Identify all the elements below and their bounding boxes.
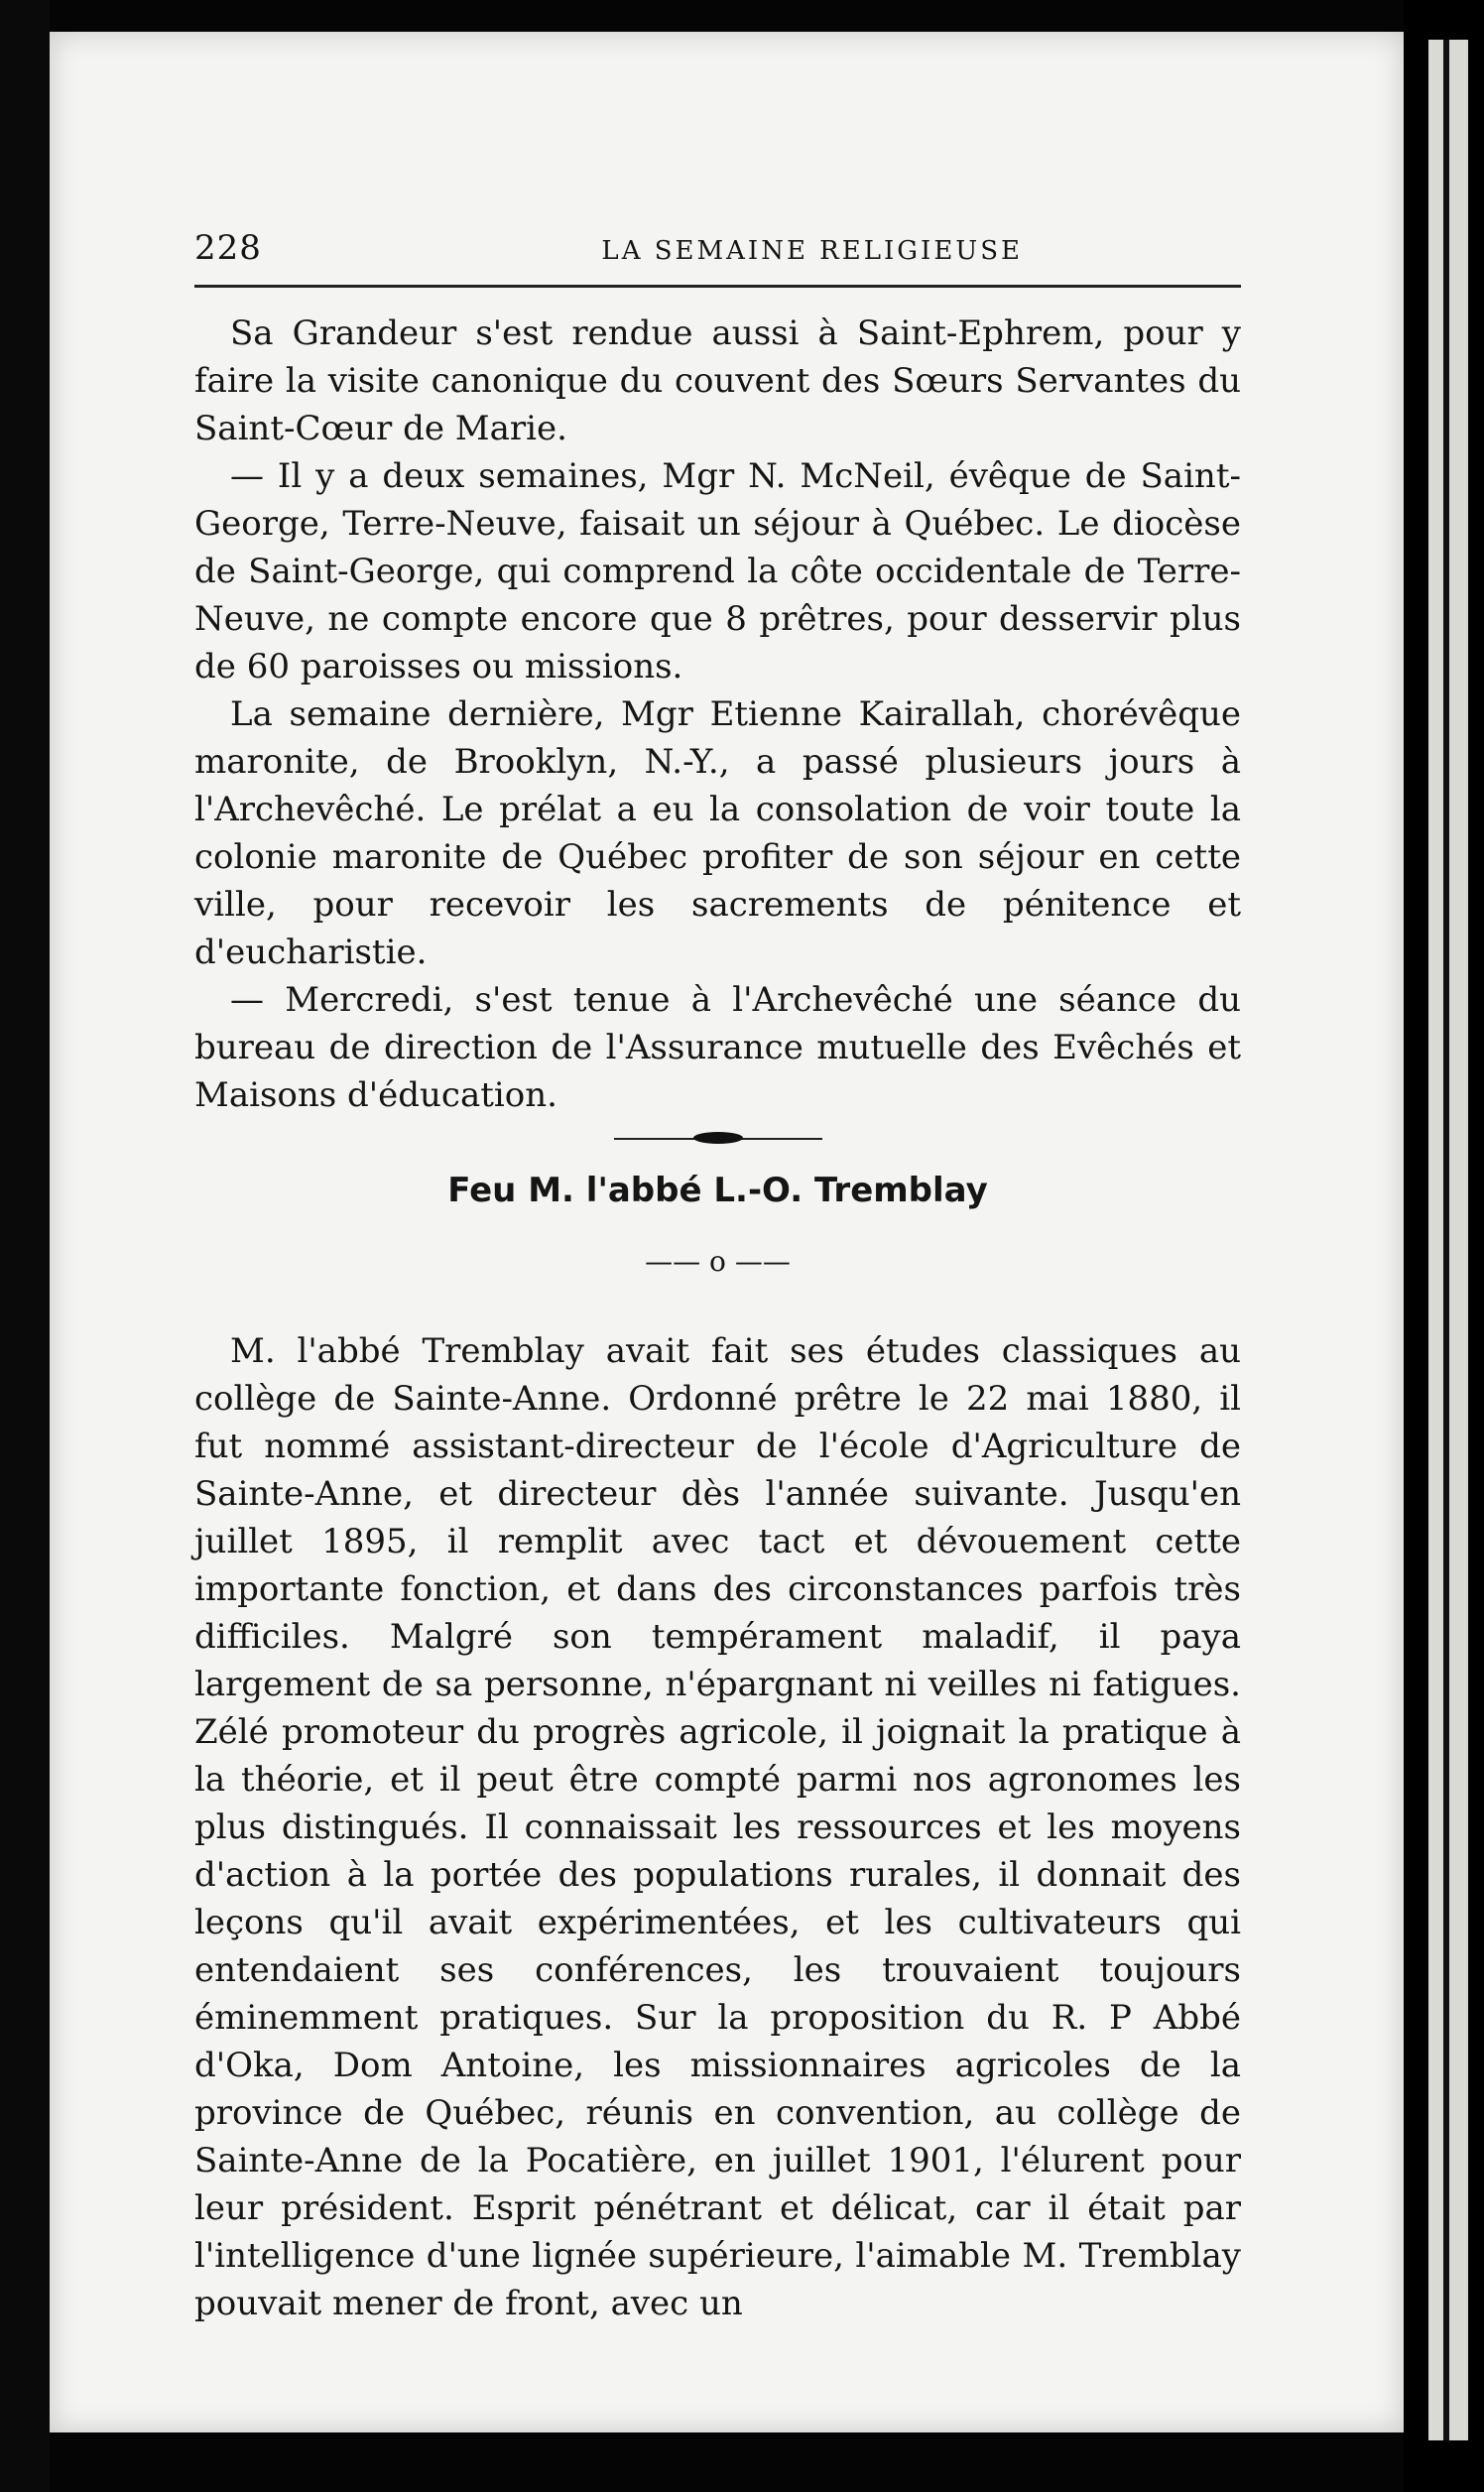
- adjacent-page-gutter: [1443, 40, 1449, 2440]
- ornament-divider: [614, 1133, 822, 1145]
- scan-border-left: [0, 0, 50, 2492]
- paragraph: Sa Grandeur s'est rendue aussi à Saint-Ephrem, pour y faire la visite canonique du couvent des Sœurs Servantes du Saint-Cœur de Marie.: [194, 313, 1241, 448]
- paragraph: M. l'abbé Tremblay avait fait ses études classiques au collège de Sainte-Anne. Ordonné prêtre le 22 mai 1880, il fut nommé assistant-directeur de l'école d'Agriculture de Sainte-Anne, et directeur dès l'année suivante. Jusqu'en juillet 1895, il remplit avec tact et dévouement cette importante fonction, et dans des circonstances parfois très difficiles. Malgré son tempérament maladif, il paya largement de sa personne, n'épargnant ni veilles ni fatigues. Zélé promoteur du progrès agricole, il joignait la pratique à la théorie, et il peut être compté parmi nos agronomes les plus distingués. Il connaissait les ressources et les moyens d'action à la portée des populations rurales, il donnait des leçons qu'il avait expérimentées, et les cultivateurs qui entendaient ses conférences, les trouvaient toujours éminemment pratiques. Sur la proposition du R. P Abbé d'Oka, Dom Antoine, les missionnaires agricoles de la province de Québec, réunis en convention, au collège de Sainte-Anne de la Pocatière, en juillet 1901, l'élurent pour leur président. Esprit pénétrant et délicat, car il était par l'intelligence d'une lignée supérieure, l'aimable M. Tremblay pouvait mener de front, avec un: [194, 1331, 1241, 2323]
- page-content: [194, 224, 1241, 2327]
- section-title: Feu M. l'abbé L.-O. Tremblay: [447, 1171, 988, 1210]
- paragraph: La semaine dernière, Mgr Etienne Kairallah, chorévêque maronite, de Brooklyn, N.-Y., a passé plusieurs jours à l'Archevêché. Le prélat a eu la consolation de voir toute la colonie maronite de Québec profiter de son séjour en cette ville, pour recevoir les sacrements de pénitence et d'eucharistie.: [194, 694, 1241, 972]
- paragraph: — Mercredi, s'est tenue à l'Archevêché une séance du bureau de direction de l'Assurance mutuelle des Evêchés et Maisons d'éducation.: [194, 980, 1241, 1115]
- section-separator: —— o ——: [645, 1245, 791, 1278]
- page-number: 228: [194, 228, 262, 268]
- running-title: LA SEMAINE RELIGIEUSE: [601, 236, 1023, 266]
- paragraph: — Il y a deux semaines, Mgr N. McNeil, évêque de Saint-George, Terre-Neuve, faisait un séjour à Québec. Le diocèse de Saint-George, qui comprend la côte occidentale de Terre-Neuve, ne compte encore que 8 prêtres, pour desservir plus de 60 paroisses ou missions.: [194, 456, 1241, 686]
- header-rule: [194, 285, 1241, 288]
- running-head: [194, 224, 1241, 275]
